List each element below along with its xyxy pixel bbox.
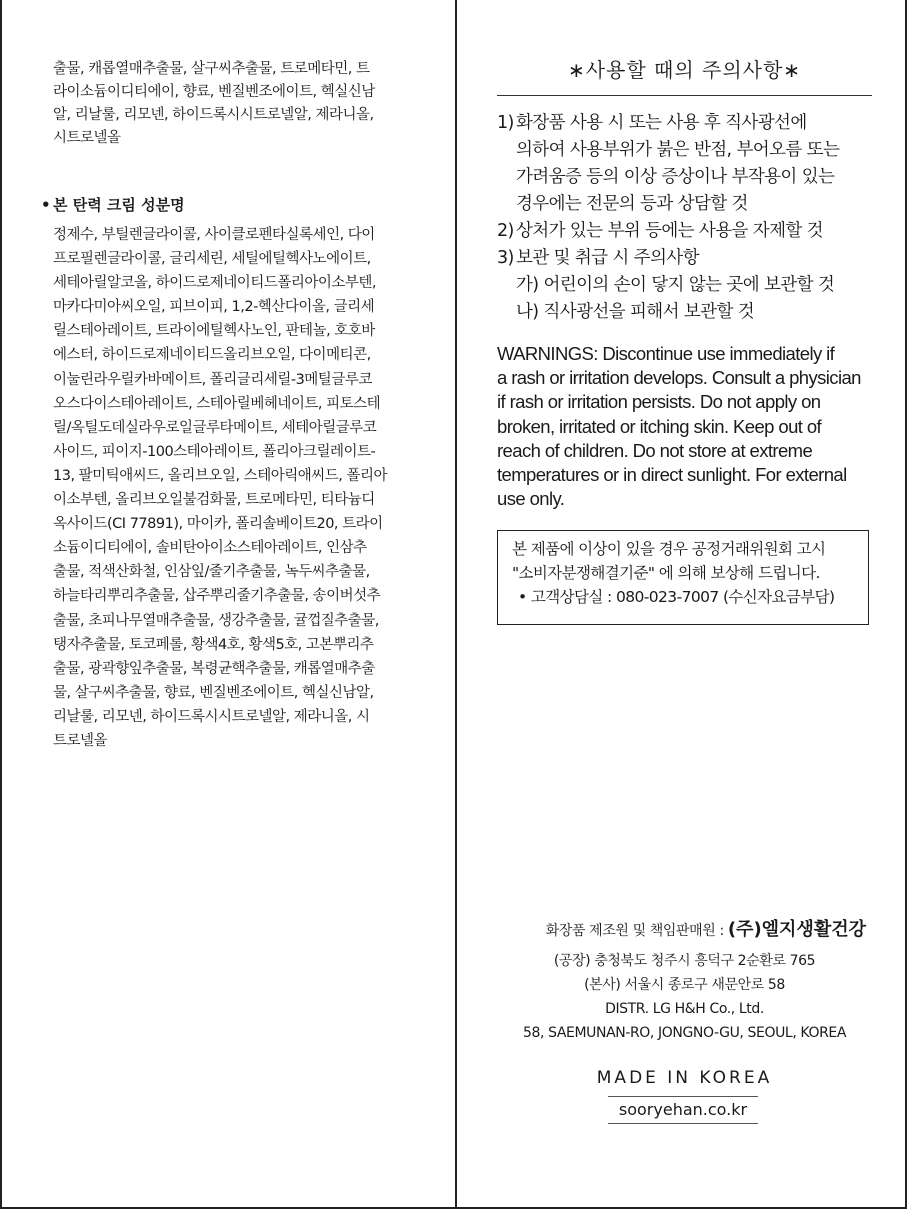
notice-line: "소비자분쟁해결기준" 에 의해 보상해 드립니다. (512, 564, 820, 582)
left-column (41, 58, 423, 753)
ingredients-list-text: 정제수, 부틸렌글라이콜, 사이클로펜타실록세인, 다이 프로필렌글라이콜, 글리세린, 세틸에틸헥사노에이트, 세테아릴알코올, 하이드로제네이티드폴리아이소부텐, 마카다미아씨오일, 피브이피, 1,2-헥산다이올, 글리세 릴스테아레이트, 트라이에틸헥사노인, 판테놀, 호호바 에스터, 하이드로제네이티드올리브오일, 다이메티콘, 이눌린라우릴카바메이트, 폴리글리세릴-3메틸글루코 오스다이스테아레이트, 스테아릴베헤네이트, 피토스테 릴/옥틸도데실라우로일글루타메이트, 세테아릴글루코 사이드, 피이지-100스테아레이트, 폴리아크릴레이트- 13, 팔미틱애씨드, 올리브오일, 스테아릭애씨드, 폴리아 이소부텐, 올리브오일불검화물, 트로메타민, 티타늄디 옥사이드(CI 77891), 마이카, 폴리솔베이트20, 트라이 소듐이디티에이, 솔비탄아이소스테아레이트, 인삼추 출물, 적색산화철, 인삼잎/줄기추출물, 녹두씨추출물, 하늘타리뿌리추출물, 삽주뿌리줄기추출물, 송이버섯추 출물, 초피나무열매추출물, 생강추출물, 귤껍질추출물, 탱자추출물, 토코페롤, 황색4호, 황색5호, 고본뿌리추 출물, 광곽향잎추출물, 복령균핵추출물, 캐롭열매추출 물, 살구씨추출물, 향료, 벤질벤조에이트, 헥실신남알, 리날룰, 리모넨, 하이드록시시트로넬알, 제라니올, 시 트로넬올 (53, 227, 387, 749)
ingredients-heading (41, 194, 423, 217)
manufacturer-line (497, 918, 872, 943)
customer-service-line: • 고객상담실 : 080-023-7007 (수신자요금부담) (518, 588, 835, 606)
manufacturer-brand: (주)엘지생활건강 (727, 919, 866, 940)
notice-line: 본 제품에 이상이 있을 경우 공정거래위원회 고시 (512, 540, 826, 558)
caution-number: 3) (497, 248, 514, 268)
ingredients-heading-text: 본 탄력 크림 성분명 (53, 196, 185, 214)
manufacturer-info (497, 918, 872, 1045)
consumer-notice-box (497, 530, 869, 625)
caution-text: 상처가 있는 부위 등에는 사용을 자제할 것 (516, 221, 823, 241)
caution-text: 보관 및 취급 시 주의사항 (516, 248, 699, 268)
bullet-icon: • (41, 196, 51, 214)
hq-address: (본사) 서울시 종로구 새문안로 58 (584, 977, 785, 993)
cautions-list (497, 110, 872, 326)
right-column (497, 54, 872, 511)
caution-number: 2) (497, 221, 514, 241)
caution-item (497, 110, 872, 218)
ingredients-continued-text: 출물, 캐롭열매추출물, 살구씨추출물, 트로메타민, 트 라이소듐이디티에이, 향료, 벤질벤조에이트, 헥실신남 알, 리날룰, 리모넨, 하이드록시시트로넬알, 제라니올, 시트로넬올 (53, 61, 375, 146)
caution-number: 1) (497, 113, 514, 133)
caution-text: 화장품 사용 시 또는 사용 후 직사광선에 의하여 사용부위가 붉은 반점, 부어오름 또는 가려움증 등의 이상 증상이나 부작용이 있는 경우에는 전문의 등과 상담할 것 (516, 113, 840, 214)
website-url: sooryehan.co.kr (608, 1096, 758, 1124)
english-address: 58, SAEMUNAN-RO, JONGNO-GU, SEOUL, KOREA (522, 1025, 847, 1041)
caution-subitem: 나) 직사광선을 피해서 보관할 것 (516, 302, 755, 322)
factory-address: (공장) 충청북도 청주시 흥덕구 2순환로 765 (553, 953, 816, 969)
distributor: DISTR. LG H&H Co., Ltd. (605, 1001, 764, 1017)
caution-item (497, 245, 872, 272)
english-warnings: WARNINGS: Discontinue use immediately if a rash or irritation develops. Consult a physician if rash or irritation persists. Do not apply on broken, irritated or itching skin. Keep out of reach of children. Do not store at extreme temperatures or in direct sunlight. For external use only. (497, 343, 861, 510)
center-divider (455, 0, 457, 1209)
manufacturer-label: 화장품 제조원 및 책임판매원 : (545, 923, 724, 939)
cautions-title: ∗사용할 때의 주의사항∗ (497, 54, 872, 96)
caution-subitem: 가) 어린이의 손이 닿지 않는 곳에 보관할 것 (516, 275, 835, 295)
caution-item (497, 218, 872, 245)
made-in-label: MADE IN KOREA (596, 1068, 773, 1088)
